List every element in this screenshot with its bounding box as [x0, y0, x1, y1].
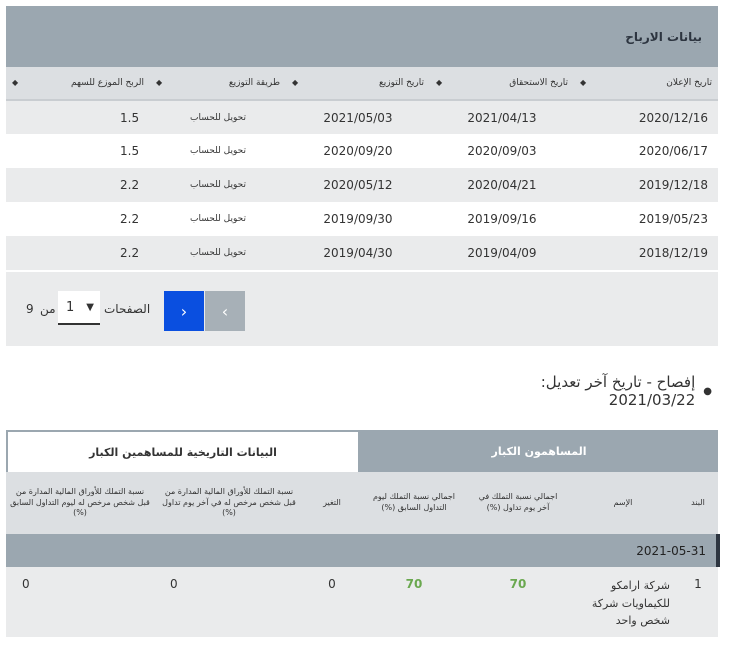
method-cell: تحويل للحساب: [150, 168, 286, 202]
announcement-cell: 2019/12/18: [574, 168, 718, 202]
sort-icon[interactable]: ◆: [292, 78, 299, 87]
entitlement-cell: 2019/04/09: [430, 236, 574, 270]
chevron-right-icon: ›: [180, 301, 188, 321]
entitlement-cell: 2020/04/21: [430, 168, 574, 202]
distribution-cell: 2020/05/12: [286, 168, 430, 202]
announcement-cell: 2019/05/23: [574, 202, 718, 236]
method-cell: تحويل للحساب: [150, 202, 286, 236]
managed-prev-cell: 0: [6, 567, 154, 637]
method-cell: تحويل للحساب: [150, 100, 286, 134]
table-row: [6, 168, 718, 202]
change-cell: 0: [304, 567, 360, 637]
tab-historical-shareholders[interactable]: البيانات التاريخية للمساهمين الكبار: [6, 430, 360, 472]
sort-icon[interactable]: ◆: [436, 78, 443, 87]
dividend-cell: 2.2: [6, 168, 150, 202]
dividends-panel: [6, 6, 718, 270]
current-page-value: 1: [66, 299, 75, 315]
entitlement-cell: 2020/09/03: [430, 134, 574, 168]
managed-last-cell: 0: [154, 567, 304, 637]
bullet-icon: ●: [703, 385, 712, 397]
col-managed-last: نسبة التملك للأوراق المالية المدارة من قبل شخص مرخص له في آخر يوم تداول (%): [154, 472, 304, 534]
announcement-cell: 2020/06/17: [574, 134, 718, 168]
distribution-cell: 2021/05/03: [286, 100, 430, 134]
distribution-cell: 2019/09/30: [286, 202, 430, 236]
tab-major-shareholders[interactable]: المساهمون الكبار: [360, 430, 718, 472]
sort-icon[interactable]: ◆: [12, 78, 19, 87]
sort-icon[interactable]: ◆: [580, 78, 587, 87]
date-group-row: [6, 534, 718, 567]
table-row: [6, 567, 718, 637]
entitlement-cell: 2021/04/13: [430, 100, 574, 134]
item-cell: 1: [678, 567, 718, 637]
dividend-cell: 2.2: [6, 202, 150, 236]
table-row: [6, 202, 718, 236]
col-total-prev: اجمالي نسبة التملك ليوم التداول السابق (%): [360, 472, 468, 534]
col-distribution-date[interactable]: تاريخ التوزيع ◆: [286, 67, 430, 100]
col-change: التغير: [304, 472, 360, 534]
next-page-button[interactable]: [164, 291, 204, 331]
prev-page-button[interactable]: [205, 291, 245, 331]
table-row: [6, 100, 718, 134]
distribution-cell: 2019/04/30: [286, 236, 430, 270]
name-cell: شركة ارامكو للكيماويات شركة شخص واحد: [568, 567, 678, 637]
dividend-cell: 1.5: [6, 134, 150, 168]
col-dividend-per-share[interactable]: الربح الموزع للسهم ◆: [6, 67, 150, 100]
dividend-cell: 1.5: [6, 100, 150, 134]
total-last-cell: 70: [468, 567, 568, 637]
col-distribution-method[interactable]: طريقة التوزيع ◆: [150, 67, 286, 100]
pagination-bar: [6, 272, 718, 346]
total-pages: 9: [26, 302, 34, 316]
group-date: 2021-05-31: [6, 534, 718, 567]
announcement-cell: 2018/12/19: [574, 236, 718, 270]
pages-label: الصفحات: [104, 302, 151, 316]
table-row: [6, 236, 718, 270]
announcement-cell: 2020/12/16: [574, 100, 718, 134]
dividend-cell: 2.2: [6, 236, 150, 270]
shareholders-table: [6, 472, 720, 637]
total-prev-cell: 70: [360, 567, 468, 637]
col-total-last: اجمالي نسبة التملك في آخر يوم تداول (%): [468, 472, 568, 534]
dividends-header: [6, 6, 718, 67]
distribution-cell: 2020/09/20: [286, 134, 430, 168]
col-announcement-date[interactable]: تاريخ الإعلان ◆: [574, 67, 718, 100]
entitlement-cell: 2019/09/16: [430, 202, 574, 236]
disclosure-item: [452, 373, 712, 409]
method-cell: تحويل للحساب: [150, 134, 286, 168]
col-item: البند: [678, 472, 718, 534]
table-row: [6, 134, 718, 168]
chevron-down-icon: ▼: [86, 301, 94, 313]
col-entitlement-date[interactable]: تاريخ الاستحقاق ◆: [430, 67, 574, 100]
of-label: من: [40, 302, 56, 316]
dividends-title: بيانات الارباح: [625, 29, 702, 44]
col-managed-prev: نسبة التملك للأوراق المالية المدارة من قبل شخص مرخص له ليوم التداول السابق (%): [6, 472, 154, 534]
page-select[interactable]: [58, 291, 100, 325]
method-cell: تحويل للحساب: [150, 236, 286, 270]
col-name: الإسم: [568, 472, 678, 534]
chevron-left-icon: ‹: [221, 301, 229, 321]
sort-icon[interactable]: ◆: [156, 78, 163, 87]
disclosure-text: إفصاح - تاريخ آخر تعديل: 2021/03/22: [540, 373, 696, 409]
dividends-table: [6, 67, 718, 270]
shareholders-tabs: [6, 430, 718, 472]
